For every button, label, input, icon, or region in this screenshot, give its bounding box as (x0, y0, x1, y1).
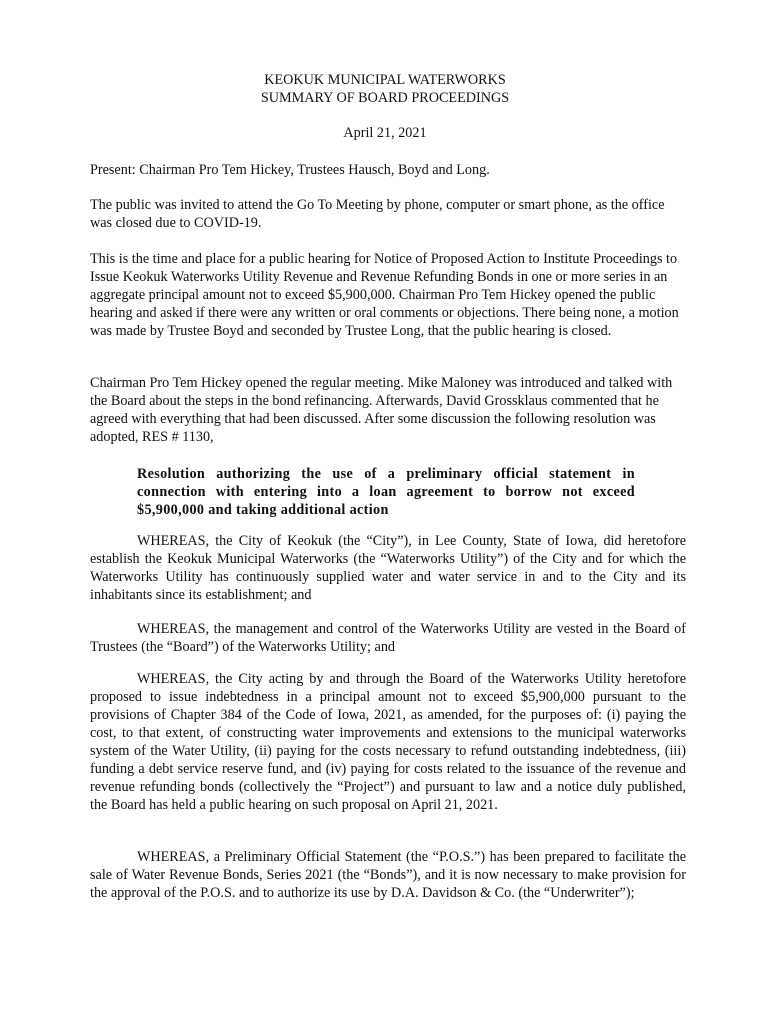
meeting-date: April 21, 2021 (343, 125, 427, 141)
whereas-paragraph-4: WHEREAS, a Preliminary Official Statement (the “P.O.S.”) has been prepared to facilitate the sale of Water Revenue Bonds, Series 2021 (the “Bonds”), and it is now necessary to make provision for the approval of the P.O.S. and to authorize its use by D.A. Davidson & Co. (the “Underwriter”); (90, 849, 686, 901)
whereas-paragraph-3: WHEREAS, the City acting by and through the Board of the Waterworks Utility heretofore proposed to issue indebtedness in a principal amount not to exceed $5,900,000 pursuant to the provisions of Chapter 384 of the Code of Iowa, 2021, as amended, for the purposes of: (i) paying the cost, to that extent, of constructing water improvements and extensions to the municipal waterworks system of the Water Utility, (ii) paying for the costs necessary to refund outstanding indebtedness, (iii) funding a debt service reserve fund, and (iv) paying for costs related to the issuance of the revenue and revenue refunding bonds (collectively the “Project”) and pursuant to law and a notice duly published, the Board has held a public hearing on such proposal on April 21, 2021. (90, 671, 686, 813)
public-invite-paragraph: The public was invited to attend the Go To Meeting by phone, computer or smart phone, as the office was closed due to COVID-19. (90, 197, 665, 231)
regular-meeting-paragraph: Chairman Pro Tem Hickey opened the regular meeting. Mike Maloney was introduced and talked with the Board about the steps in the bond refinancing. Afterwards, David Grossklaus commented that he agreed with everything that had been discussed. After some discussion the following resolution was adopted, RES # 1130, (90, 375, 673, 445)
present-paragraph: Present: Chairman Pro Tem Hickey, Trustees Hausch, Boyd and Long. (90, 162, 490, 178)
organization-name: KEOKUK MUNICIPAL WATERWORKS (264, 72, 506, 88)
resolution-title: Resolution authorizing the use of a preliminary official statement in connection with entering into a loan agreement to borrow not exceed $5,900,000 and taking additional action (137, 466, 635, 518)
whereas-paragraph-1: WHEREAS, the City of Keokuk (the “City”), in Lee County, State of Iowa, did heretofore establish the Keokuk Municipal Waterworks (the “Waterworks Utility”) of the City and for which the Waterworks Utility has continuously supplied water and water service in and to the City and its inhabitants since its establishment; and (90, 533, 686, 603)
public-hearing-paragraph: This is the time and place for a public hearing for Notice of Proposed Action to Institute Proceedings to Issue Keokuk Waterworks Utility Revenue and Revenue Refunding Bonds in one or more series in an aggregate principal amount not to exceed $5,900,000. Chairman Pro Tem Hickey opened the public hearing and asked if there were any written or oral comments or objections. There being none, a motion was made by Trustee Boyd and seconded by Trustee Long, that the public hearing is closed. (90, 251, 679, 339)
document-title: SUMMARY OF BOARD PROCEEDINGS (260, 90, 510, 106)
whereas-paragraph-2: WHEREAS, the management and control of the Waterworks Utility are vested in the Board of Trustees (the “Board”) of the Waterworks Utility; and (90, 621, 686, 655)
document-header (0, 71, 770, 107)
